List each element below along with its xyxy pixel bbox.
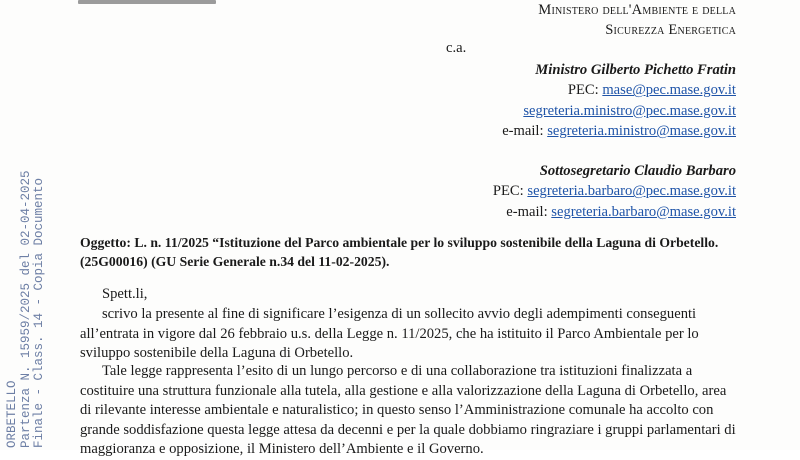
minister-email-row xyxy=(502,121,736,141)
pec-link[interactable]: mase@pec.mase.gov.it xyxy=(602,82,736,99)
pec-label: PEC: xyxy=(492,183,524,200)
minister-name: Ministro Gilberto Pichetto Fratin xyxy=(535,62,736,78)
pec-label: PEC: xyxy=(567,82,599,99)
email-label: e-mail: xyxy=(502,123,544,140)
letterhead-fragment xyxy=(78,0,216,4)
paragraph-1: scrivo la presente al fine di significare l’esigenza di un sollecito avvio degli adempimenti conseguenti all’entrata in vigore dal 26 febbraio u.s. della Legge n. 11/2025, che ha istituito il Parco Ambientale per lo sviluppo sostenibile della Laguna di Orbetello. xyxy=(80,306,699,362)
contact-minister xyxy=(502,60,736,142)
minister-pec-row xyxy=(502,80,736,100)
ministry-name-line2: Sicurezza Energetica xyxy=(605,22,736,38)
subject-line: Oggetto: L. n. 11/2025 “Istituzione del Parco ambientale per lo sviluppo sostenibile della Laguna di Orbetello. (25G00016) (GU Serie Generale n.34 del 11-02-2025). xyxy=(80,235,719,269)
recipient-block xyxy=(538,0,736,40)
protocol-stamp xyxy=(6,170,47,448)
greeting: Spett.li, xyxy=(102,286,148,302)
ministry-name-line1: Ministero dell'Ambiente e della xyxy=(538,2,736,18)
ca-label: c.a. xyxy=(446,40,467,56)
paragraph-2: Tale legge rappresenta l’esito di un lungo percorso e di una collaborazione tra istituzioni finalizzata a costituire una struttura funzionale alla tutela, alla gestione e alla valorizzazione della Laguna di Orbetello, area di rilevante interesse ambientale e naturalistico; in questo senso l’Amministrazione comunale ha accolto con grande soddisfazione questa legge attesa da decenni e per la quale dobbiamo ringraziare i gruppi parlamentari di maggioranza e opposizione, il Ministero dell’Ambiente e il Governo. xyxy=(80,363,736,458)
email-label: e-mail: xyxy=(506,203,548,220)
stamp-line2: Partenza N. 15959/2025 del 02-04-2025 xyxy=(18,170,33,448)
email-link[interactable]: segreteria.barbaro@mase.gov.it xyxy=(551,203,736,220)
undersecretary-email-row xyxy=(493,202,736,222)
minister-pec2-row xyxy=(502,101,736,121)
email-link[interactable]: segreteria.ministro@mase.gov.it xyxy=(547,123,736,140)
undersecretary-pec-row xyxy=(493,181,736,201)
pec-segreteria-link[interactable]: segreteria.ministro@pec.mase.gov.it xyxy=(523,102,736,119)
stamp-line1: ORBETELLO xyxy=(5,380,19,448)
pec-link[interactable]: segreteria.barbaro@pec.mase.gov.it xyxy=(527,183,736,200)
stamp-line3: Finale - Class. 14 - Copia Documento xyxy=(32,177,46,448)
contact-undersecretary xyxy=(493,161,736,222)
undersecretary-name: Sottosegretario Claudio Barbaro xyxy=(539,163,736,179)
